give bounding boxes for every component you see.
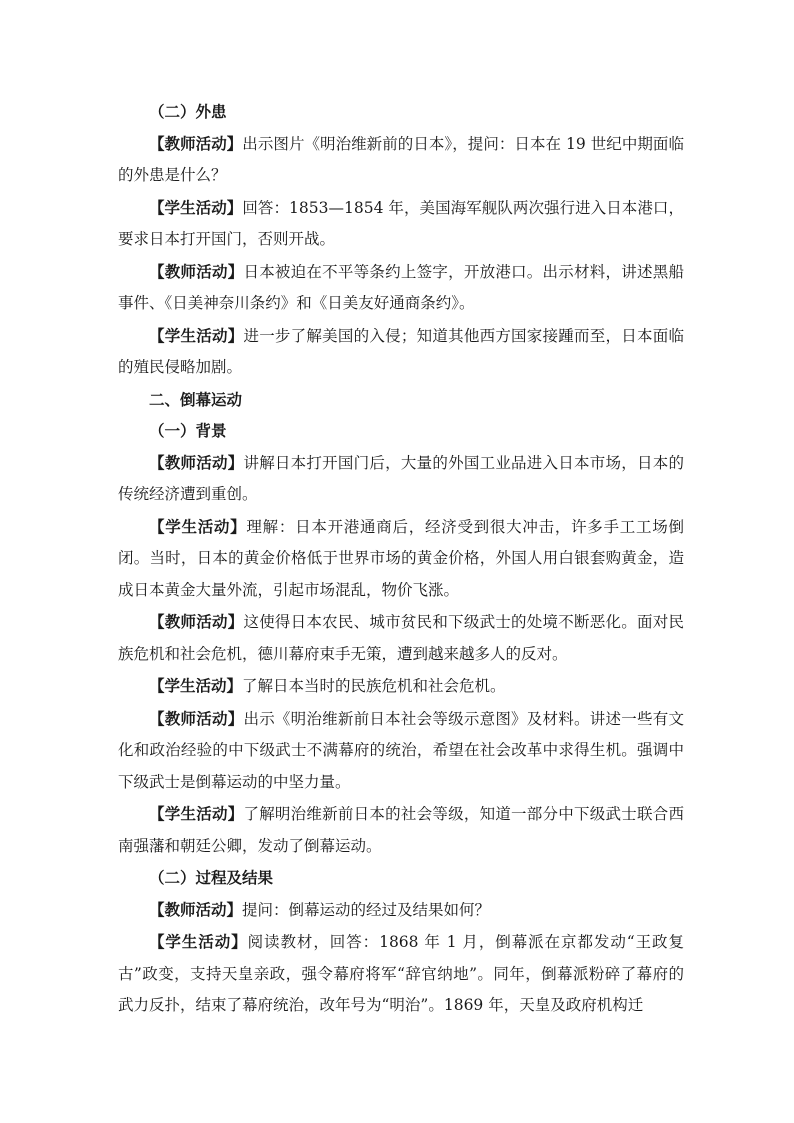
paragraph-text: 出示图片《明治维新前的日本》，提问：日本在 19 世纪中期面临的外患是什么？ bbox=[118, 134, 684, 184]
activity-tag: 【学生活动】 bbox=[149, 325, 244, 345]
paragraph-text: 出示《明治维新前日本社会等级示意图》及材料。讲述一些有文化和政治经验的中下级武士不满幕府的统治，希望在社会改革中求得生机。强调中下级武士是倒幕运动的中坚力量。 bbox=[118, 709, 684, 791]
document-body bbox=[118, 96, 684, 1022]
paragraph-student-activity bbox=[118, 320, 684, 384]
chapter-heading-shogunate-overthrow: 二、倒幕运动 bbox=[149, 389, 243, 409]
paragraph-teacher-activity bbox=[118, 447, 684, 511]
paragraph-student-activity bbox=[118, 670, 684, 703]
section-heading-background: （一）背景 bbox=[149, 421, 227, 440]
paragraph-teacher-activity bbox=[118, 606, 684, 670]
activity-tag: 【教师活动】 bbox=[149, 133, 243, 153]
paragraph-text: 阅读教材，回答：1868 年 1 月，倒幕派在京都发动“王政复古”政变，支持天皇亲政，强令幕府将军“辞官纳地”。同年，倒幕派粉碎了幕府的武力反扑，结束了幕府统治，改年号为“明治”。1869 年，天皇及政府机构迁 bbox=[118, 933, 684, 1014]
paragraph-teacher-activity bbox=[118, 894, 684, 927]
section-heading-foreign-threat: （二）外患 bbox=[149, 102, 227, 121]
activity-tag: 【教师活动】 bbox=[149, 452, 244, 472]
paragraph-teacher-activity bbox=[118, 128, 684, 192]
activity-tag: 【教师活动】 bbox=[149, 708, 244, 728]
paragraph-text: 了解明治维新前日本的社会等级，知道一部分中下级武士联合西南强藩和朝廷公卿，发动了倒幕运动。 bbox=[118, 805, 684, 855]
paragraph-text: 这使得日本农民、城市贫民和下级武士的处境不断恶化。面对民族危机和社会危机，德川幕府束手无策，遭到越来越多人的反对。 bbox=[118, 613, 684, 663]
paragraph-text: 讲解日本打开国门后，大量的外国工业品进入日本市场，日本的传统经济遭到重创。 bbox=[118, 453, 684, 503]
activity-tag: 【教师活动】 bbox=[149, 899, 243, 919]
paragraph-teacher-activity bbox=[118, 703, 684, 799]
paragraph-student-activity bbox=[118, 926, 684, 1022]
activity-tag: 【教师活动】 bbox=[149, 612, 244, 631]
paragraph-text: 理解：日本开港通商后，经济受到很大冲击，许多手工工场倒闭。当时，日本的黄金价格低于世界市场的黄金价格，外国人用白银套购黄金，造成日本黄金大量外流，引起市场混乱，物价飞涨。 bbox=[118, 517, 684, 599]
paragraph-text: 了解日本当时的民族危机和社会危机。 bbox=[242, 677, 506, 695]
activity-tag: 【学生活动】 bbox=[149, 932, 248, 951]
paragraph-student-activity bbox=[118, 192, 684, 256]
paragraph-text: 回答：1853—1854 年，美国海军舰队两次强行进入日本港口，要求日本打开国门，否则开战。 bbox=[118, 198, 684, 248]
activity-tag: 【教师活动】 bbox=[149, 261, 244, 281]
section-heading-process-and-result: （二）过程及结果 bbox=[149, 868, 274, 887]
paragraph-text: 提问：倒幕运动的经过及结果如何？ bbox=[242, 900, 491, 919]
activity-tag: 【学生活动】 bbox=[149, 516, 247, 536]
paragraph-teacher-activity bbox=[118, 256, 684, 320]
paragraph-text: 进一步了解美国的入侵；知道其他西方国家接踵而至，日本面临的殖民侵略加剧。 bbox=[118, 326, 684, 376]
activity-tag: 【学生活动】 bbox=[149, 197, 243, 217]
paragraph-student-activity bbox=[118, 511, 684, 607]
paragraph-text: 日本被迫在不平等条约上签字，开放港口。出示材料，讲述黑船事件、《日美神奈川条约》和《日美友好通商条约》。 bbox=[118, 262, 684, 312]
activity-tag: 【学生活动】 bbox=[149, 804, 244, 823]
activity-tag: 【学生活动】 bbox=[149, 676, 243, 695]
paragraph-student-activity bbox=[118, 798, 684, 862]
